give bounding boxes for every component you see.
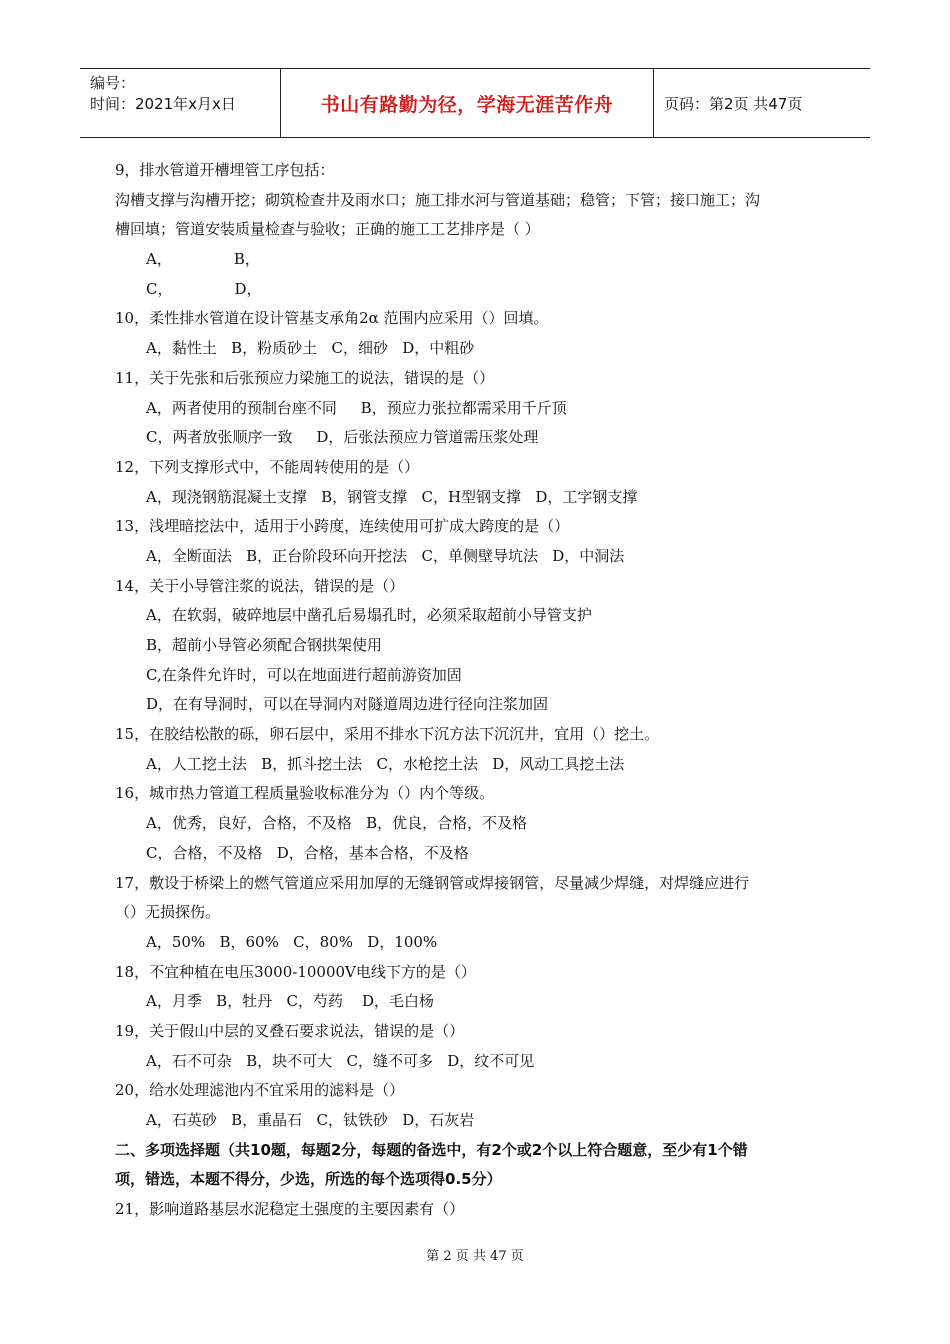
- text-line: 10，柔性排水管道在设计管基支承角2α 范围内应采用（）回填。: [115, 309, 549, 328]
- text-line: A，两者使用的预制台座不同 B，预应力张拉都需采用千斤顶: [146, 398, 567, 417]
- text-line: 20，给水处理滤池内不宜采用的滤料是（）: [115, 1081, 405, 1100]
- text-line: 9，排水管道开槽埋管工序包括：: [115, 161, 335, 179]
- header-motto-cell: [281, 69, 654, 137]
- section-heading-line: 二、多项选择题（共10题，每题2分，每题的备选中，有2个或2个以上符合题意，至少有1个错: [115, 1140, 748, 1159]
- text-line: A，石不可杂 B，块不可大 C，缝不可多 D，纹不可见: [146, 1051, 535, 1070]
- text-line: A，50% B，60% C，80% D，100%: [146, 932, 438, 951]
- header-motto: 书山有路勤为径，学海无涯苦作舟: [320, 93, 614, 116]
- text-line: 19，关于假山中层的叉叠石要求说法，错误的是（）: [115, 1021, 465, 1040]
- text-line: A， B，: [146, 250, 260, 269]
- text-line: C， D，: [146, 279, 262, 298]
- text-line: 13，浅埋暗挖法中，适用于小跨度，连续使用可扩成大跨度的是（）: [115, 517, 570, 536]
- page-header: [80, 68, 870, 138]
- page-footer: 第 2 页 共 47 页: [426, 1249, 524, 1264]
- text-line: D，在有导洞时，可以在导洞内对隧道周边进行径向注浆加固: [146, 695, 549, 714]
- text-line: B，超前小导管必须配合钢拱架使用: [146, 636, 383, 654]
- header-meta: [80, 69, 281, 137]
- text-line: A，优秀，良好，合格，不及格 B，优良，合格，不及格: [146, 814, 528, 833]
- text-line: 12，下列支撑形式中，不能周转使用的是（）: [115, 457, 420, 476]
- text-line: A，在软弱，破碎地层中凿孔后易塌孔时，必须采取超前小导管支护: [146, 606, 592, 625]
- text-line: A，月季 B，牡丹 C，芍药 D，毛白杨: [146, 992, 435, 1011]
- text-line: C,在条件允许时，可以在地面进行超前游资加固: [146, 665, 462, 684]
- text-line: 槽回填；管道安装质量检查与验收；正确的施工工艺排序是（ ）: [115, 220, 540, 239]
- text-line: A，石英砂 B，重晶石 C，钛铁砂 D，石灰岩: [146, 1111, 475, 1129]
- header-page-info: 页码：第2页 共47页: [664, 94, 803, 113]
- text-line: C，合格，不及格 D，合格，基本合格，不及格: [146, 843, 469, 862]
- text-line: C，两者放张顺序一致 D，后张法预应力管道需压浆处理: [146, 428, 539, 447]
- text-line: 15，在胶结松散的砾，卵石层中，采用不排水下沉方法下沉沉井，宜用（）挖土。: [115, 725, 660, 744]
- text-line: 18，不宜种植在电压3000-10000V电线下方的是（）: [115, 962, 476, 981]
- header-page-info-cell: [654, 69, 870, 137]
- text-line: A，现浇钢筋混凝土支撑 B，钢管支撑 C，H型钢支撑 D，工字钢支撑: [146, 487, 638, 506]
- text-line: 14，关于小导管注浆的说法，错误的是（）: [115, 576, 405, 595]
- text-line: 沟槽支撑与沟槽开挖；砌筑检查井及雨水口；施工排水河与管道基础；稳管；下管；接口施工；沟: [115, 190, 761, 209]
- text-line: （）无损探伤。: [115, 903, 221, 922]
- text-line: A，人工挖土法 B，抓斗挖土法 C，水枪挖土法 D，风动工具挖土法: [146, 754, 625, 773]
- document-date-label: 时间：2021年x月x日: [90, 95, 236, 113]
- document-number-label: 编号：: [90, 74, 136, 92]
- text-line: A，黏性土 B，粉质砂土 C，细砂 D，中粗砂: [146, 339, 475, 358]
- text-line: 16，城市热力管道工程质量验收标准分为（）内个等级。: [115, 784, 495, 803]
- section-heading-line: 项，错选，本题不得分，少选，所选的每个选项得0.5分）: [115, 1170, 502, 1189]
- text-line: 17，敷设于桥梁上的燃气管道应采用加厚的无缝钢管或焊接钢管，尽量减少焊缝，对焊缝应进行: [115, 873, 750, 892]
- document-body: [115, 156, 845, 1225]
- text-line: 11，关于先张和后张预应力梁施工的说法，错误的是（）: [115, 368, 495, 387]
- text-line: 21，影响道路基层水泥稳定土强度的主要因素有（）: [115, 1200, 465, 1219]
- text-line: A，全断面法 B，正台阶段环向开挖法 C，单侧壁导坑法 D，中洞法: [146, 546, 625, 565]
